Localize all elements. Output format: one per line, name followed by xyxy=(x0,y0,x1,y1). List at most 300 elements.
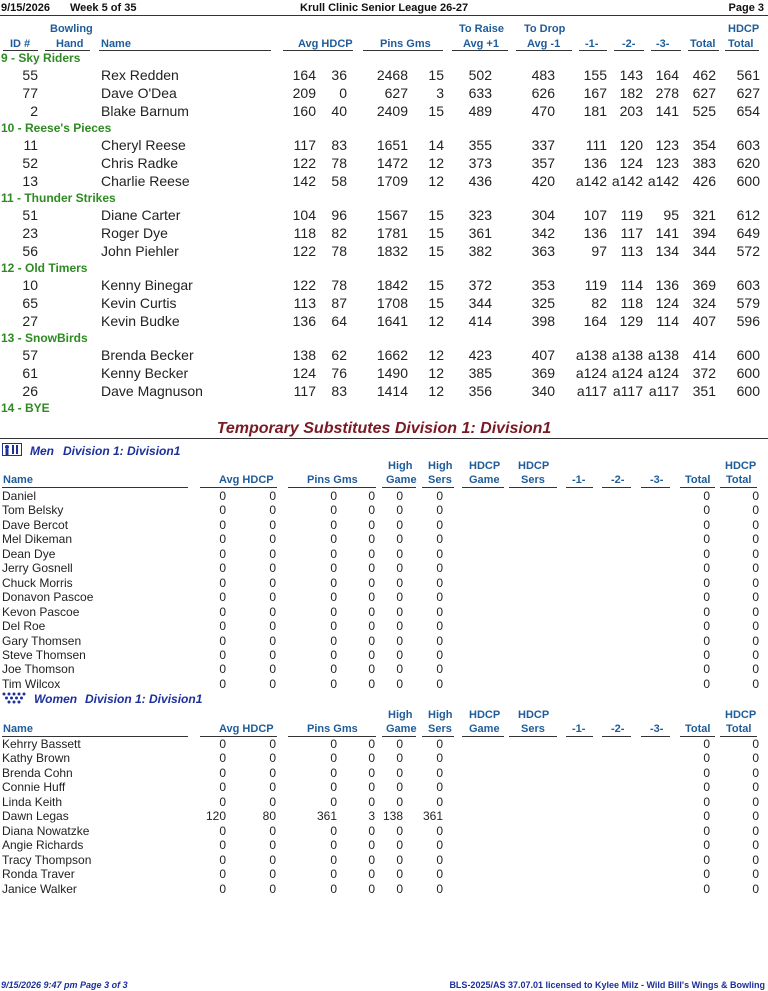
game-3: 134 xyxy=(655,243,679,259)
col-game3: -3- xyxy=(650,474,664,486)
sub-pins: 0 xyxy=(330,765,337,780)
player-pins: 1832 xyxy=(376,243,408,259)
sub-total: 0 xyxy=(703,532,710,547)
player-name: Cheryl Reese xyxy=(101,137,186,153)
game-2: 129 xyxy=(619,313,643,329)
sub-games: 0 xyxy=(368,852,375,867)
list-item xyxy=(0,634,768,648)
sub-handicap: 0 xyxy=(269,575,276,590)
sub-high-series: 0 xyxy=(436,737,443,751)
player-handicap: 78 xyxy=(331,277,347,293)
col-game1: -1- xyxy=(572,723,586,735)
col-high-game-top: High xyxy=(388,709,413,721)
table-row xyxy=(0,243,768,261)
sub-games: 0 xyxy=(368,867,375,882)
sub-total: 0 xyxy=(703,852,710,867)
sub-total: 0 xyxy=(703,604,710,619)
game-2: 203 xyxy=(619,103,643,119)
player-name: Kenny Becker xyxy=(101,365,189,381)
sub-games: 0 xyxy=(368,503,375,518)
game-3: a124 xyxy=(647,365,679,381)
list-item xyxy=(0,795,768,809)
sub-name: Joe Thomson xyxy=(2,662,75,677)
sub-hdcp-total: 0 xyxy=(752,737,759,751)
player-average: 104 xyxy=(292,207,316,223)
col-hdcp-series: Sers xyxy=(521,474,545,486)
avg-plus-one: 323 xyxy=(468,207,492,223)
sub-games: 0 xyxy=(368,662,375,677)
sub-high-game: 0 xyxy=(396,647,403,662)
subs-divider xyxy=(0,438,768,439)
table-row xyxy=(0,207,768,225)
sub-pins: 0 xyxy=(330,881,337,896)
game-1: 167 xyxy=(583,85,607,101)
game-2: a138 xyxy=(611,347,643,363)
sub-hdcp-total: 0 xyxy=(752,633,759,648)
sub-pins: 0 xyxy=(330,489,337,503)
report-date: 9/15/2026 xyxy=(1,2,50,14)
sub-high-game: 0 xyxy=(396,503,403,518)
sub-high-game: 0 xyxy=(396,590,403,605)
table-row xyxy=(0,313,768,331)
avg-plus-one: 344 xyxy=(468,295,492,311)
player-games: 12 xyxy=(428,365,444,381)
player-handicap: 64 xyxy=(331,313,347,329)
game-1: a138 xyxy=(575,347,607,363)
sub-high-game: 0 xyxy=(396,823,403,838)
sub-games: 0 xyxy=(368,838,375,853)
sub-games: 0 xyxy=(368,823,375,838)
handicap-total: 603 xyxy=(736,137,760,153)
player-handicap: 83 xyxy=(331,383,347,399)
sub-hdcp-total: 0 xyxy=(752,647,759,662)
sub-handicap: 0 xyxy=(269,517,276,532)
col-hdcp: HDCP xyxy=(728,23,760,35)
sub-name: Dean Dye xyxy=(2,546,56,561)
sub-average: 0 xyxy=(219,546,226,561)
col-high-series-top: High xyxy=(428,460,453,472)
player-pins: 627 xyxy=(384,85,408,101)
sub-average: 0 xyxy=(219,662,226,677)
player-id: 61 xyxy=(22,365,38,381)
sub-name: Janice Walker xyxy=(2,881,77,896)
col-game2: -2- xyxy=(622,38,636,50)
game-1: a142 xyxy=(575,173,607,189)
col-avg-hdcp: Avg HDCP xyxy=(219,474,274,486)
header-underline xyxy=(509,487,557,488)
scratch-total: 324 xyxy=(692,295,716,311)
player-name: Kenny Binegar xyxy=(101,277,193,293)
sub-hdcp-total: 0 xyxy=(752,489,759,503)
sub-pins: 0 xyxy=(330,532,337,547)
sub-name: Gary Thomsen xyxy=(2,633,82,648)
sub-pins: 0 xyxy=(330,794,337,809)
sub-handicap: 0 xyxy=(269,590,276,605)
header-underline xyxy=(200,487,277,488)
sub-name: Ronda Traver xyxy=(2,867,75,882)
player-handicap: 78 xyxy=(331,155,347,171)
col-to-raise: To Raise xyxy=(459,23,505,35)
col-hdcp-game: Game xyxy=(469,474,500,486)
sub-handicap: 80 xyxy=(262,809,276,824)
table-row xyxy=(0,173,768,191)
game-2: a117 xyxy=(612,383,643,399)
game-2: 124 xyxy=(619,155,643,171)
scratch-total: 372 xyxy=(692,365,716,381)
sub-handicap: 0 xyxy=(269,852,276,867)
table-row xyxy=(0,67,768,85)
sub-pins: 0 xyxy=(330,633,337,648)
sub-hdcp-total: 0 xyxy=(752,881,759,896)
sub-average: 0 xyxy=(219,751,226,766)
col-pins-gms: Pins Gms xyxy=(380,38,431,50)
handicap-total: 620 xyxy=(736,155,760,171)
sub-games: 0 xyxy=(368,881,375,896)
avg-minus-one: 304 xyxy=(531,207,555,223)
scratch-total: 426 xyxy=(692,173,716,189)
sub-total: 0 xyxy=(703,751,710,766)
scratch-total: 321 xyxy=(692,207,716,223)
avg-minus-one: 470 xyxy=(531,103,555,119)
sub-average: 0 xyxy=(219,590,226,605)
sub-high-game: 0 xyxy=(396,532,403,547)
sub-hdcp-total: 0 xyxy=(752,852,759,867)
sub-name: Brenda Cohn xyxy=(2,765,73,780)
player-name: Dave Magnuson xyxy=(101,383,203,399)
player-pins: 1781 xyxy=(376,225,408,241)
player-handicap: 83 xyxy=(331,137,347,153)
handicap-total: 600 xyxy=(736,383,760,399)
avg-minus-one: 626 xyxy=(531,85,555,101)
col-id: ID # xyxy=(10,38,31,50)
game-2: 120 xyxy=(619,137,643,153)
avg-plus-one: 356 xyxy=(468,383,492,399)
sub-total: 0 xyxy=(703,737,710,751)
sub-average: 0 xyxy=(219,489,226,503)
player-name: Dave O'Dea xyxy=(101,85,177,101)
footer-timestamp: 9/15/2026 9:47 pm Page 3 of 3 xyxy=(1,980,128,990)
sub-pins: 0 xyxy=(330,619,337,634)
avg-minus-one: 363 xyxy=(531,243,555,259)
player-pins: 1842 xyxy=(376,277,408,293)
player-pins: 1709 xyxy=(376,173,408,189)
sub-high-series: 0 xyxy=(436,517,443,532)
col-bowling: Bowling xyxy=(50,23,93,35)
team-heading: 14 - BYE xyxy=(1,401,50,415)
player-handicap: 0 xyxy=(339,85,347,101)
sub-hdcp-total: 0 xyxy=(752,532,759,547)
game-2: 182 xyxy=(619,85,643,101)
player-games: 15 xyxy=(428,225,444,241)
sub-name: Del Roe xyxy=(2,619,46,634)
table-row xyxy=(0,295,768,313)
player-games: 15 xyxy=(428,103,444,119)
player-id: 13 xyxy=(22,173,38,189)
sub-pins: 0 xyxy=(330,517,337,532)
game-1: 136 xyxy=(583,225,607,241)
list-item xyxy=(0,576,768,590)
sub-games: 0 xyxy=(368,561,375,576)
avg-plus-one: 436 xyxy=(468,173,492,189)
player-name: Kevin Curtis xyxy=(101,295,177,311)
sub-high-game: 0 xyxy=(396,676,403,691)
player-name: John Piehler xyxy=(101,243,179,259)
sub-pins: 0 xyxy=(330,561,337,576)
col-total: Total xyxy=(690,38,716,50)
avg-plus-one: 423 xyxy=(468,347,492,363)
player-handicap: 62 xyxy=(331,347,347,363)
sub-high-game: 0 xyxy=(396,489,403,503)
col-hand: Hand xyxy=(56,38,84,50)
sub-total: 0 xyxy=(703,838,710,853)
avg-minus-one: 342 xyxy=(531,225,555,241)
sub-handicap: 0 xyxy=(269,619,276,634)
sub-total: 0 xyxy=(703,809,710,824)
sub-pins: 361 xyxy=(316,809,337,824)
avg-plus-one: 373 xyxy=(468,155,492,171)
list-item xyxy=(0,547,768,561)
list-item xyxy=(0,677,768,691)
col-high-game: Game xyxy=(386,474,417,486)
player-average: 122 xyxy=(292,243,316,259)
sub-average: 0 xyxy=(219,780,226,795)
player-games: 12 xyxy=(428,383,444,399)
scratch-total: 525 xyxy=(692,103,716,119)
list-item xyxy=(0,882,768,896)
sub-average: 0 xyxy=(219,517,226,532)
header-underline xyxy=(720,487,757,488)
sub-handicap: 0 xyxy=(269,604,276,619)
header-underline xyxy=(641,487,670,488)
player-id: 56 xyxy=(22,243,38,259)
handicap-total: 572 xyxy=(736,243,760,259)
game-1: 107 xyxy=(583,207,607,223)
game-1: a124 xyxy=(575,365,607,381)
sub-high-series: 0 xyxy=(436,503,443,518)
game-2: 119 xyxy=(620,207,643,223)
col-hdcp-total-top: HDCP xyxy=(725,709,757,721)
list-item xyxy=(0,648,768,662)
sub-average: 0 xyxy=(219,503,226,518)
team-heading: 9 - Sky Riders xyxy=(1,51,81,65)
avg-plus-one: 489 xyxy=(468,103,492,119)
sub-high-series: 0 xyxy=(436,676,443,691)
list-item xyxy=(0,809,768,823)
sub-games: 0 xyxy=(368,794,375,809)
sub-high-series: 0 xyxy=(436,662,443,677)
col-high-series: Sers xyxy=(428,723,452,735)
col-game1: -1- xyxy=(572,474,586,486)
handicap-total: 600 xyxy=(736,173,760,189)
sub-total: 0 xyxy=(703,676,710,691)
sub-handicap: 0 xyxy=(269,503,276,518)
sub-games: 0 xyxy=(368,647,375,662)
sub-pins: 0 xyxy=(330,647,337,662)
women-bowler-icon xyxy=(2,691,26,709)
player-games: 3 xyxy=(436,85,444,101)
list-item xyxy=(0,867,768,881)
sub-handicap: 0 xyxy=(269,532,276,547)
game-1: 155 xyxy=(583,67,607,83)
avg-minus-one: 407 xyxy=(531,347,555,363)
col-game1: -1- xyxy=(585,38,599,50)
handicap-total: 654 xyxy=(736,103,760,119)
sub-name: Jerry Gosnell xyxy=(2,561,73,576)
player-handicap: 40 xyxy=(331,103,347,119)
sub-name: Tom Belsky xyxy=(2,503,64,518)
col-hdcp-game-top: HDCP xyxy=(469,460,501,472)
sub-name: Steve Thomsen xyxy=(2,647,86,662)
sub-games: 0 xyxy=(368,633,375,648)
sub-handicap: 0 xyxy=(269,867,276,882)
sub-pins: 0 xyxy=(330,838,337,853)
list-item xyxy=(0,561,768,575)
list-item xyxy=(0,489,768,503)
sub-handicap: 0 xyxy=(269,765,276,780)
game-2: 114 xyxy=(620,277,643,293)
sub-total: 0 xyxy=(703,881,710,896)
player-games: 15 xyxy=(428,243,444,259)
player-games: 15 xyxy=(428,277,444,293)
team-heading: 13 - SnowBirds xyxy=(1,331,88,345)
table-row xyxy=(0,137,768,155)
player-pins: 1708 xyxy=(376,295,408,311)
col-hdcp-total-top: HDCP xyxy=(725,460,757,472)
handicap-total: 627 xyxy=(736,85,760,101)
sub-total: 0 xyxy=(703,633,710,648)
sub-total: 0 xyxy=(703,780,710,795)
sub-average: 0 xyxy=(219,737,226,751)
handicap-total: 600 xyxy=(736,365,760,381)
sub-high-series: 0 xyxy=(436,633,443,648)
avg-minus-one: 483 xyxy=(531,67,555,83)
sub-high-series: 0 xyxy=(436,838,443,853)
table-row xyxy=(0,383,768,401)
header-underline xyxy=(382,487,416,488)
table-row xyxy=(0,155,768,173)
avg-plus-one: 382 xyxy=(468,243,492,259)
list-item xyxy=(0,824,768,838)
avg-minus-one: 325 xyxy=(531,295,555,311)
sub-handicap: 0 xyxy=(269,881,276,896)
col-hdcp-total: Total xyxy=(726,723,752,735)
sub-handicap: 0 xyxy=(269,780,276,795)
avg-minus-one: 337 xyxy=(531,137,555,153)
header-underline xyxy=(288,487,376,488)
player-name: Charlie Reese xyxy=(101,173,190,189)
list-item xyxy=(0,751,768,765)
player-handicap: 78 xyxy=(331,243,347,259)
sub-hdcp-total: 0 xyxy=(752,604,759,619)
game-3: 124 xyxy=(655,295,679,311)
game-3: 114 xyxy=(656,313,679,329)
sub-pins: 0 xyxy=(330,662,337,677)
col-hdcp-game-top: HDCP xyxy=(469,709,501,721)
sub-total: 0 xyxy=(703,489,710,503)
player-games: 12 xyxy=(428,347,444,363)
sub-high-series: 0 xyxy=(436,619,443,634)
player-pins: 1662 xyxy=(376,347,408,363)
player-average: 164 xyxy=(292,67,316,83)
sub-name: Diana Nowatzke xyxy=(2,823,90,838)
sub-games: 3 xyxy=(368,809,375,824)
player-average: 142 xyxy=(292,173,316,189)
sub-hdcp-total: 0 xyxy=(752,619,759,634)
header-divider xyxy=(0,15,768,16)
sub-average: 0 xyxy=(219,867,226,882)
avg-minus-one: 340 xyxy=(531,383,555,399)
player-average: 113 xyxy=(293,295,316,311)
sub-high-game: 0 xyxy=(396,867,403,882)
player-handicap: 82 xyxy=(331,225,347,241)
sub-pins: 0 xyxy=(330,867,337,882)
men-label: Men xyxy=(30,444,54,458)
team-heading: 12 - Old Timers xyxy=(1,261,88,275)
sub-pins: 0 xyxy=(330,604,337,619)
sub-pins: 0 xyxy=(330,676,337,691)
sub-total: 0 xyxy=(703,561,710,576)
sub-high-series: 0 xyxy=(436,881,443,896)
sub-high-series: 0 xyxy=(436,575,443,590)
scratch-total: 354 xyxy=(692,137,716,153)
col-hdcp-game: Game xyxy=(469,723,500,735)
sub-average: 0 xyxy=(219,532,226,547)
sub-high-game: 0 xyxy=(396,881,403,896)
sub-games: 0 xyxy=(368,765,375,780)
sub-high-game: 0 xyxy=(396,575,403,590)
sub-total: 0 xyxy=(703,619,710,634)
avg-minus-one: 353 xyxy=(531,277,555,293)
sub-handicap: 0 xyxy=(269,838,276,853)
game-3: 278 xyxy=(655,85,679,101)
player-name: Brenda Becker xyxy=(101,347,194,363)
sub-hdcp-total: 0 xyxy=(752,590,759,605)
sub-high-series: 0 xyxy=(436,794,443,809)
sub-high-series: 361 xyxy=(422,809,443,824)
sub-handicap: 0 xyxy=(269,546,276,561)
player-average: 124 xyxy=(292,365,316,381)
sub-games: 0 xyxy=(368,619,375,634)
list-item xyxy=(0,518,768,532)
sub-high-game: 0 xyxy=(396,561,403,576)
sub-pins: 0 xyxy=(330,546,337,561)
sub-hdcp-total: 0 xyxy=(752,751,759,766)
sub-handicap: 0 xyxy=(269,633,276,648)
game-1: 136 xyxy=(583,155,607,171)
player-name: Roger Dye xyxy=(101,225,168,241)
player-games: 12 xyxy=(428,313,444,329)
col-avg-plus: Avg +1 xyxy=(463,38,499,50)
handicap-total: 561 xyxy=(736,67,760,83)
player-games: 15 xyxy=(428,207,444,223)
sub-hdcp-total: 0 xyxy=(752,809,759,824)
sub-high-series: 0 xyxy=(436,532,443,547)
sub-name: Kehrry Bassett xyxy=(2,737,81,751)
col-high-game-top: High xyxy=(388,460,413,472)
game-2: 113 xyxy=(620,243,643,259)
game-3: 123 xyxy=(655,155,679,171)
list-item xyxy=(0,590,768,604)
game-1: 119 xyxy=(584,277,607,293)
sub-average: 0 xyxy=(219,838,226,853)
sub-handicap: 0 xyxy=(269,662,276,677)
player-average: 117 xyxy=(293,383,316,399)
list-item xyxy=(0,503,768,517)
header-underline xyxy=(2,487,188,488)
player-handicap: 76 xyxy=(331,365,347,381)
sub-high-game: 138 xyxy=(382,809,403,824)
footer-license: BLS-2025/AS 37.07.01 licensed to Kylee Milz - Wild Bill's Wings & Bowling xyxy=(449,980,765,990)
